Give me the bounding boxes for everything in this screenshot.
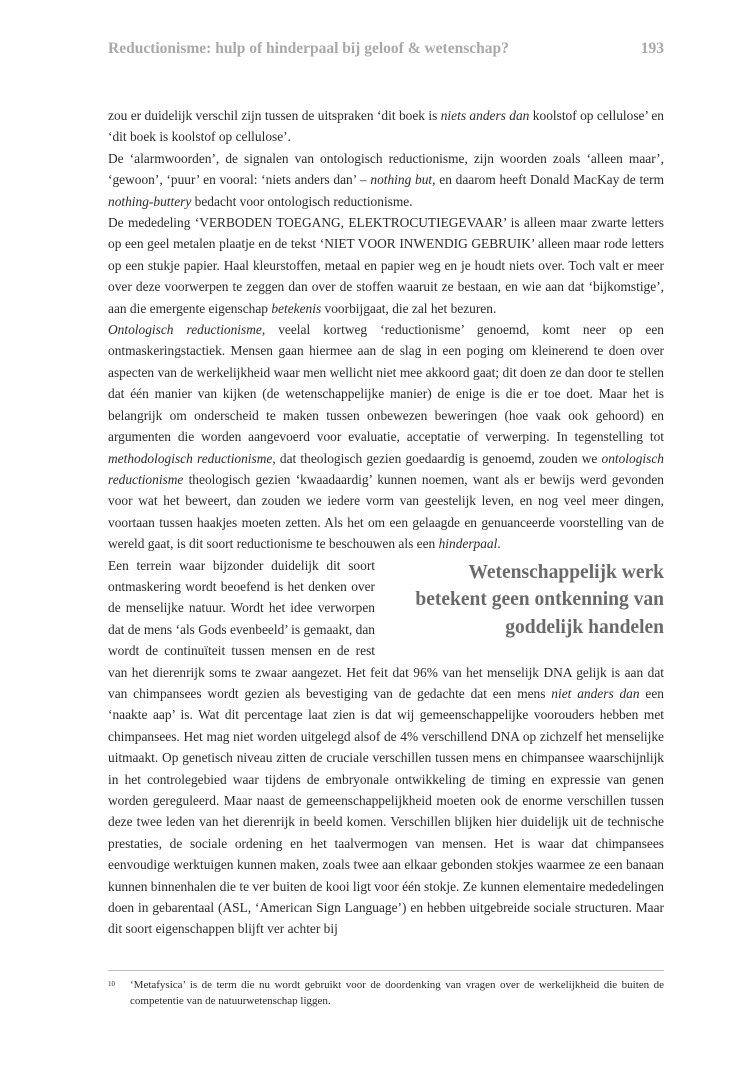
footnote-number: 10 — [108, 980, 115, 988]
p4-emphasis-g: hinderpaal — [438, 536, 498, 552]
p2-emphasis-b: nothing but — [370, 172, 433, 188]
footnote — [108, 977, 664, 1009]
p2-emphasis-d: nothing-buttery — [108, 193, 192, 209]
p2-text-c: , en daarom heeft Donald MacKay de term — [432, 172, 664, 188]
pull-quote-line-3: goddelijk handelen — [505, 616, 664, 638]
pull-quote — [389, 559, 664, 642]
p4-emphasis-c: methodologisch reductionisme — [108, 450, 273, 466]
p4-emphasis-a: Ontologisch reductionisme — [108, 322, 262, 338]
footnote-divider — [108, 970, 664, 971]
p2-text-e: bedacht voor ontologisch reductionisme. — [191, 193, 413, 209]
p3-emphasis: betekenis — [271, 300, 322, 316]
p1-text-a: zou er duidelijk verschil zijn tussen de uitspraken ‘dit boek is — [108, 108, 441, 123]
p4-text-h: . — [497, 536, 501, 552]
p5-text-c: een ‘naakte aap’ is. Wat dit percentage laat zien is dat wij gemeenschappelijke voorouders hebben met chimpansees. Het mag niet worden uitgelegd alsof de 4% verschillend DNA op zichzelf het menselijke uitmaakt. Op genetisch niveau zitten de cruciale verschillen tussen mens en chimpansee waarschijnlijk in het controlegebied waar tijdens de embryonale ontwikkeling de timing en expressie van genen worden gereguleerd. Maar naast de gemeenschappelijkheid moeten ook de enorme verschillen tussen deze twee leden van het dierenrijk in beeld komen. Verschillen blijken hier duidelijk uit de technische prestaties, de sociale ordening en het taalvermogen van mensen. Het is waar dat chimpansees eenvoudige werktuigen kunnen maken, zoals twee aan elkaar gebonden stokjes waarmee ze een banaan kunnen binnenhalen die te ver buiten de kooi ligt voor één stokje. Ze kunnen elementaire mededelingen doen in gebarentaal (ASL, ‘American Sign Language’) en hebben uitgebreide sociale structuren. Maar dit soort eigenschappen blijft ver achter bij — [108, 685, 664, 937]
p4-text-d: , dat theologisch gezien goedaardig is genoemd, zouden we — [272, 450, 602, 466]
body-text — [108, 105, 664, 940]
p4-text-f: theologisch gezien ‘kwaadaardig’ kunnen noemen, want als er bewijs werd gevonden voor wat het beweert, dan zouden we iedere vorm van geestelijk leven, en nog veel meer dingen, voortaan tussen haakjes moeten zetten. Als het om een gelaagde en genuanceerde voorstelling van de wereld gaat, is dit soort reductionisme te beschouwen als een — [108, 471, 664, 552]
paragraph-1 — [108, 105, 664, 148]
p4-text-b: , veelal kortweg ‘reductionisme’ genoemd, komt neer op een ontmaskeringstactiek. Mensen gaan hiermee aan de slag in een poging om kleinerend te doen over aspecten van de werkelijkheid waar men wellicht niet mee akkoord gaat; dit doen ze dan door te stellen dat één manier van kijken (de wetenschappelijke manier) de enige is die er toe doet. Maar het is belangrijk om onderscheid te maken tussen onbewezen beweringen (hoe vaak ook gehoord) en argumenten die worden aangevoerd voor evaluatie, acceptatie of verwerping. In tegenstelling tot — [108, 322, 664, 445]
pull-quote-line-1: Wetenschappelijk werk — [468, 561, 664, 583]
p5-text-a: Een terrein waar bijzonder duidelijk dit soort ontmaskering wordt beoefend is het denken over de menselijke natuur. Wordt het idee verworpen dat de mens ‘als Gods evenbeeld’ is gemaakt, dan wordt de continuïteit tussen mensen en de rest van het dierenrijk soms te zwaar aangezet. Het feit dat 96% van het menselijk DNA gelijk is aan dat van chimpansees wordt gezien als bevestiging van de gedachte dat een mens — [108, 557, 664, 701]
p1-text-c: koolstof op cellulose’ en ‘dit boek is koolstof op cellulose’. — [108, 108, 664, 145]
pull-quote-line-2: betekent geen ontkenning van — [415, 589, 664, 611]
p2-text-a: De ‘alarmwoorden’, de signalen van ontologisch reductionisme, zijn woorden zoals ‘alleen maar’, ‘gewoon’, ‘puur’ en vooral: ‘niets anders dan’ – — [108, 150, 664, 188]
p1-emphasis: niets anders dan — [440, 108, 530, 123]
p4-emphasis-e: ontologisch reductionisme — [108, 450, 664, 487]
p5-emphasis: niet anders dan — [551, 685, 640, 701]
footnote-text: ‘Metafysica’ is de term die nu wordt gebruikt voor de doordenking van vragen over de werkelijkheid die buiten de competentie van de natuurwetenschap liggen. — [130, 979, 664, 1007]
page-number: 193 — [640, 40, 664, 57]
paragraph-2 — [108, 148, 664, 212]
paragraph-3 — [108, 212, 664, 319]
p3-text-a: De mededeling ‘VERBODEN TOEGANG, ELEKTROCUTIEGEVAAR’ is alleen maar zwarte letters op een geel metalen plaatje en de tekst ‘NIET VOOR INWENDIG GEBRUIK’ alleen maar rode letters op een stukje papier. Haal kleurstoffen, metaal en papier weg en je houdt niets over. Toch valt er meer over deze voorwerpen te zeggen dan over de stoffen waaruit ze bestaan, en wie aan dat ‘bijkomstige’, aan die emergente eigenschap — [108, 215, 664, 316]
running-title: Reductionisme: hulp of hinderpaal bij geloof & wetenschap? — [108, 40, 509, 57]
p3-text-c: voorbijgaat, die zal het bezuren. — [321, 300, 497, 316]
running-header — [108, 40, 664, 58]
